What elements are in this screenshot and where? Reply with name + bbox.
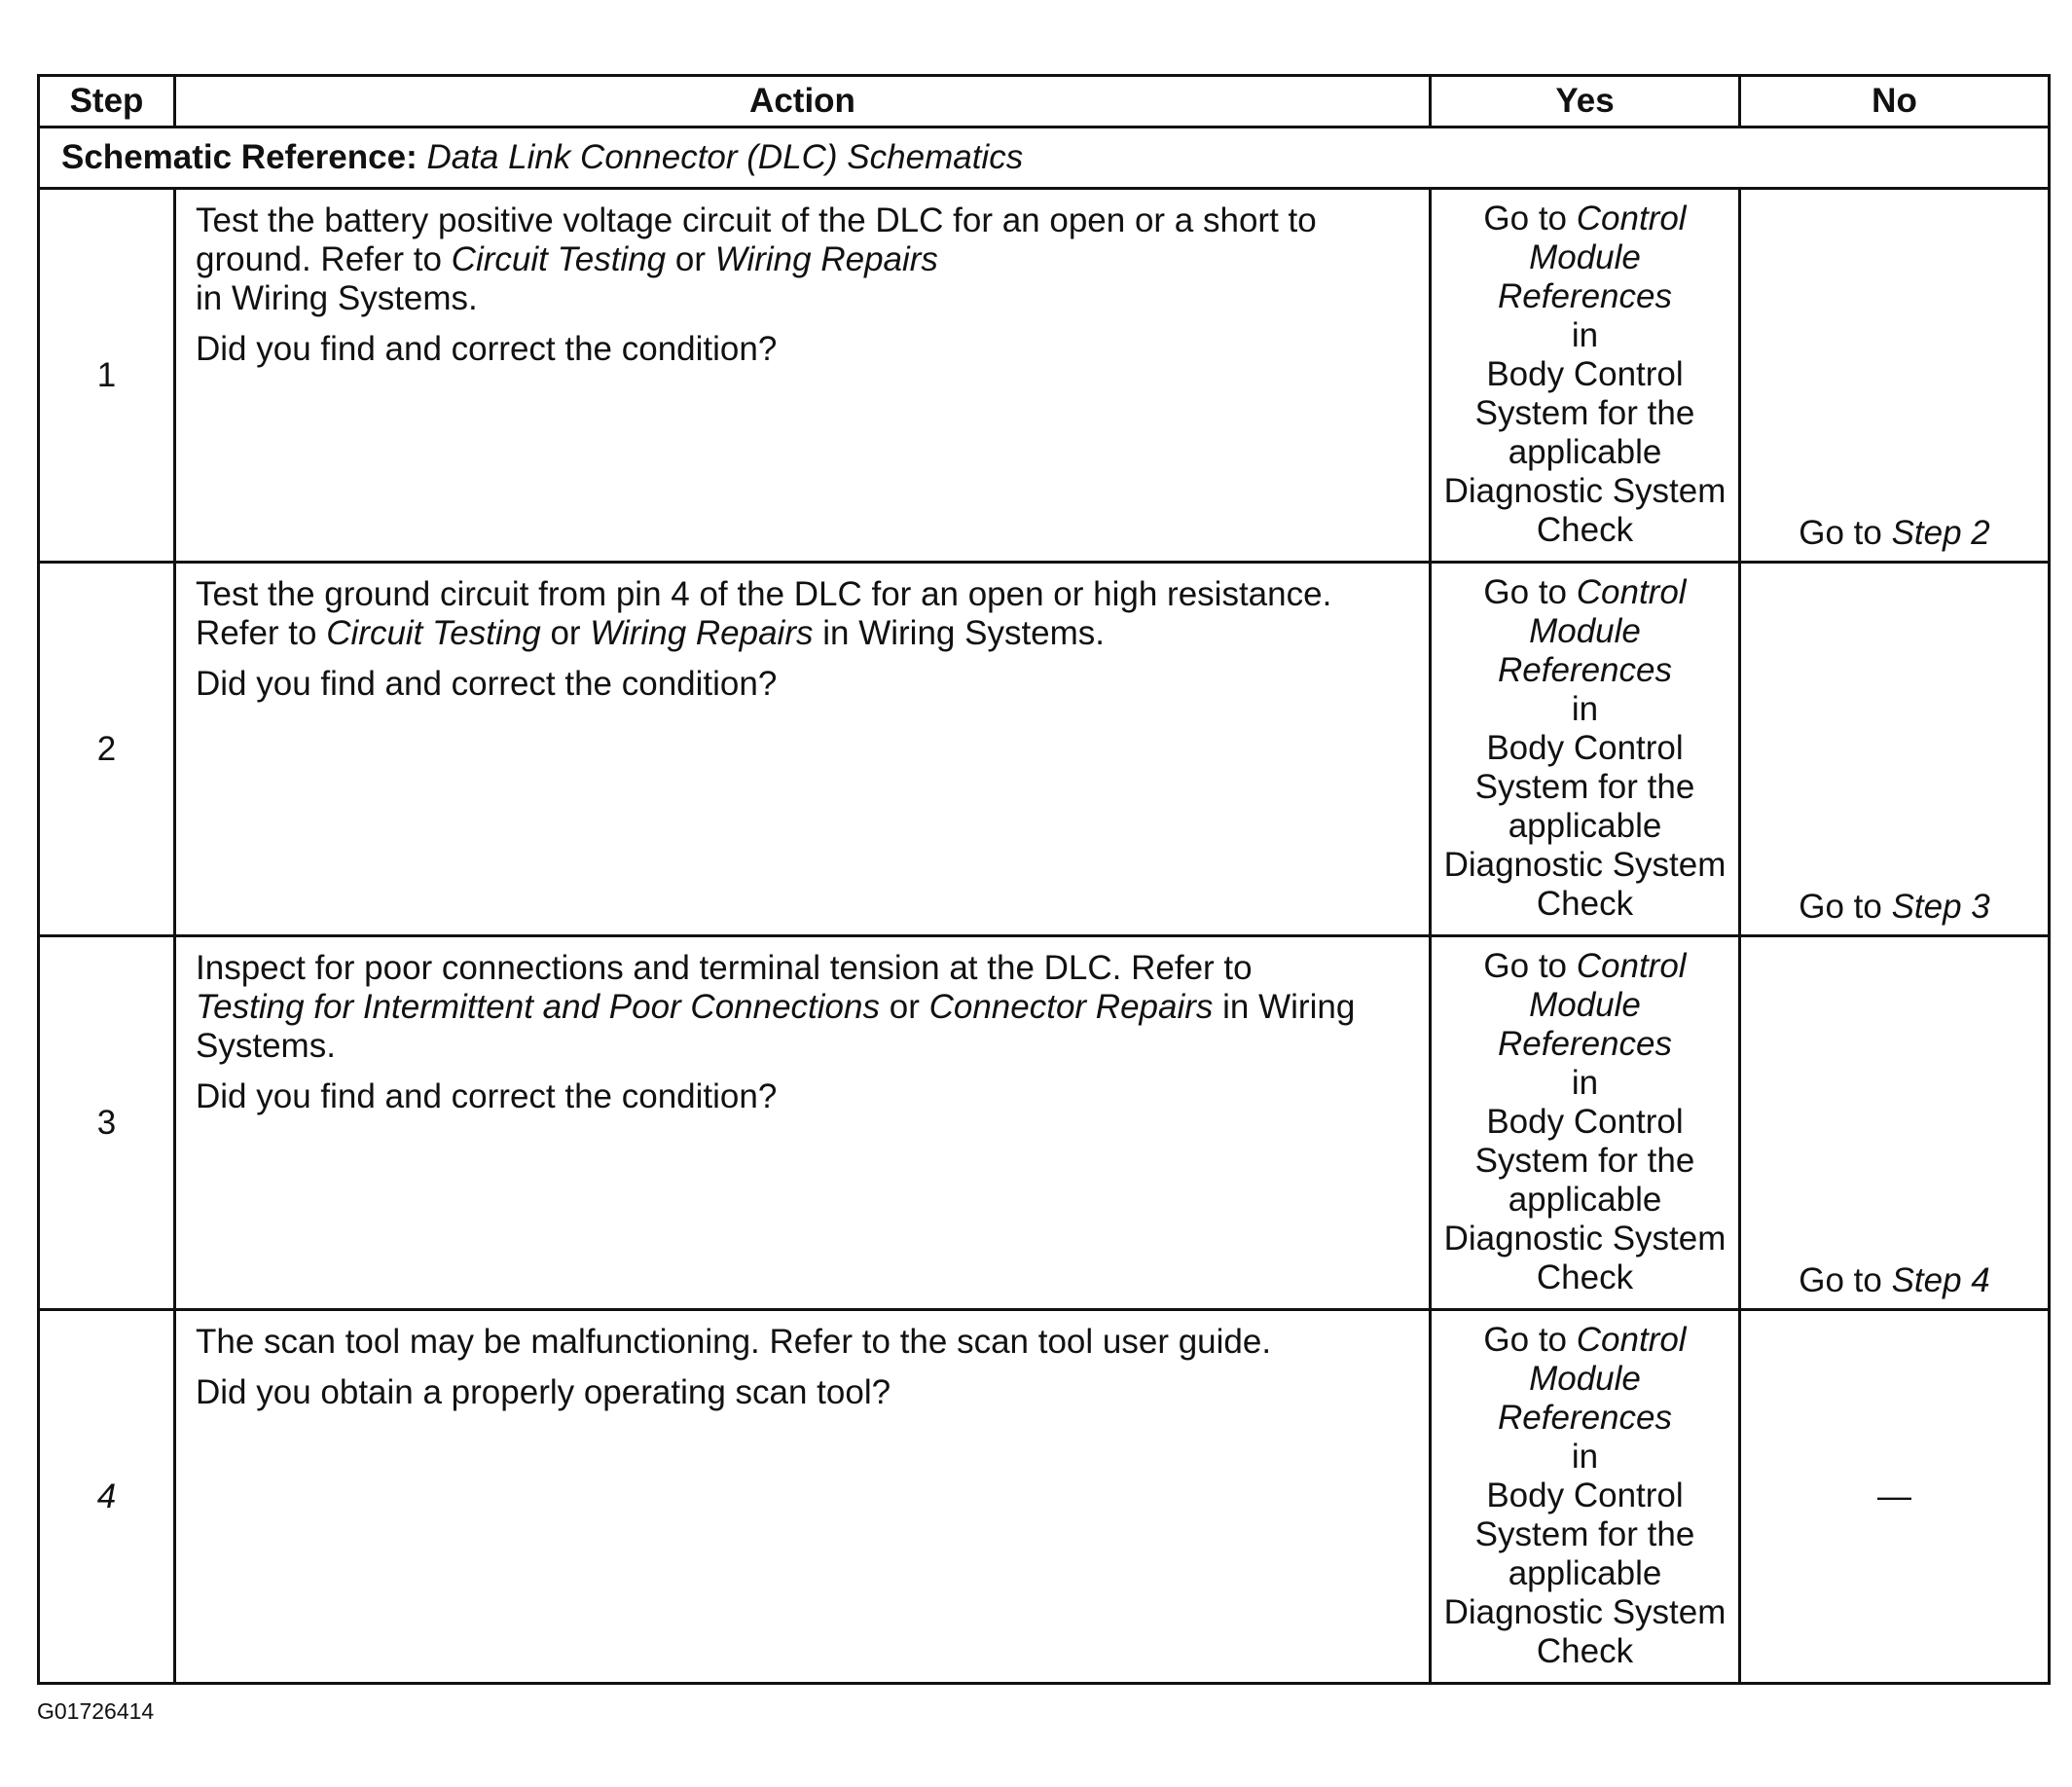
action-post: in Wiring Systems.: [822, 614, 1106, 652]
no-link[interactable]: Step 2: [1891, 514, 1990, 552]
action-link[interactable]: Connector Repairs: [928, 988, 1214, 1026]
yes-link[interactable]: Control Module References: [1498, 947, 1687, 1063]
action-link[interactable]: Testing for Intermittent and Poor Connections: [196, 988, 880, 1026]
yes-cell: [1431, 189, 1740, 563]
yes-in: in: [1571, 316, 1599, 354]
action-question: Did you obtain a properly operating scan tool?: [196, 1373, 891, 1411]
action-post: in Wiring Systems.: [196, 988, 1356, 1065]
header-yes: Yes: [1431, 76, 1740, 128]
header-action: Action: [175, 76, 1431, 128]
action-text: [196, 575, 1409, 653]
yes-link[interactable]: Control Module References: [1498, 573, 1687, 689]
no-link[interactable]: Step 3: [1891, 888, 1990, 926]
action-text: [196, 949, 1409, 1066]
action-link[interactable]: Wiring Repairs: [590, 614, 814, 652]
yes-cell: [1431, 563, 1740, 936]
yes-rest: Body Control System for the applicable Diagnostic System Check: [1443, 1103, 1727, 1296]
no-cell: [1740, 189, 2050, 563]
yes-in: in: [1571, 1064, 1599, 1102]
reference-row: [39, 128, 2050, 189]
yes-link[interactable]: Control Module References: [1498, 1321, 1687, 1437]
no-cell: [1740, 936, 2050, 1310]
action-cell: [175, 189, 1431, 563]
yes-go-to: Go to: [1483, 1321, 1568, 1359]
header-no: No: [1740, 76, 2050, 128]
yes-go-to: Go to: [1483, 573, 1568, 611]
table-row: [39, 563, 2050, 936]
action-text: The scan tool may be malfunctioning. Refer to the scan tool user guide.: [196, 1323, 1272, 1361]
table-row: [39, 936, 2050, 1310]
no-cell: [1740, 563, 2050, 936]
no-go-to: Go to: [1799, 1261, 1882, 1299]
action-text: [196, 201, 1409, 318]
action-question: Did you find and correct the condition?: [196, 330, 778, 368]
action-or: or: [674, 240, 706, 278]
action-pre: Test the ground circuit from pin 4 of the DLC for an open or high resistance. Refer to: [196, 575, 1332, 652]
step-number: 3: [39, 936, 175, 1310]
table-row: [39, 1310, 2050, 1684]
yes-rest: Body Control System for the applicable Diagnostic System Check: [1443, 729, 1727, 923]
action-pre: Inspect for poor connections and terminal tension at the DLC. Refer to: [196, 949, 1253, 987]
yes-in: in: [1571, 690, 1599, 728]
yes-cell: [1431, 936, 1740, 1310]
yes-cell: [1431, 1310, 1740, 1684]
yes-link[interactable]: Control Module References: [1498, 200, 1687, 315]
action-question: Did you find and correct the condition?: [196, 665, 778, 703]
diagnostic-table: [37, 74, 2051, 1685]
yes-in: in: [1571, 1438, 1599, 1476]
action-or: or: [550, 614, 581, 652]
header-step: Step: [39, 76, 175, 128]
action-link[interactable]: Wiring Repairs: [714, 240, 938, 278]
table-row: [39, 189, 2050, 563]
action-link[interactable]: Circuit Testing: [451, 240, 667, 278]
action-cell: [175, 936, 1431, 1310]
yes-rest: Body Control System for the applicable Diagnostic System Check: [1443, 355, 1727, 549]
no-go-to: Go to: [1799, 514, 1882, 552]
no-link[interactable]: Step 4: [1891, 1261, 1990, 1299]
step-number: 2: [39, 563, 175, 936]
reference-label: Schematic Reference:: [61, 138, 418, 176]
yes-go-to: Go to: [1483, 947, 1568, 985]
figure-id: G01726414: [37, 1698, 155, 1724]
no-go-to: Go to: [1799, 888, 1882, 926]
no-cell: —: [1740, 1310, 2050, 1684]
action-link[interactable]: Circuit Testing: [326, 614, 541, 652]
reference-link[interactable]: Data Link Connector (DLC) Schematics: [426, 138, 1024, 176]
step-number: 4: [39, 1310, 175, 1684]
header-row: [39, 76, 2050, 128]
action-pre: Test the battery positive voltage circuit of the DLC for an open or a short to ground. Refer to: [196, 201, 1317, 278]
schematic-reference: [39, 128, 2050, 189]
action-cell: [175, 1310, 1431, 1684]
yes-rest: Body Control System for the applicable Diagnostic System Check: [1443, 1477, 1727, 1670]
action-post: in Wiring Systems.: [196, 279, 478, 317]
step-number: 1: [39, 189, 175, 563]
action-or: or: [889, 988, 920, 1026]
yes-go-to: Go to: [1483, 200, 1568, 237]
action-question: Did you find and correct the condition?: [196, 1077, 778, 1115]
action-cell: [175, 563, 1431, 936]
